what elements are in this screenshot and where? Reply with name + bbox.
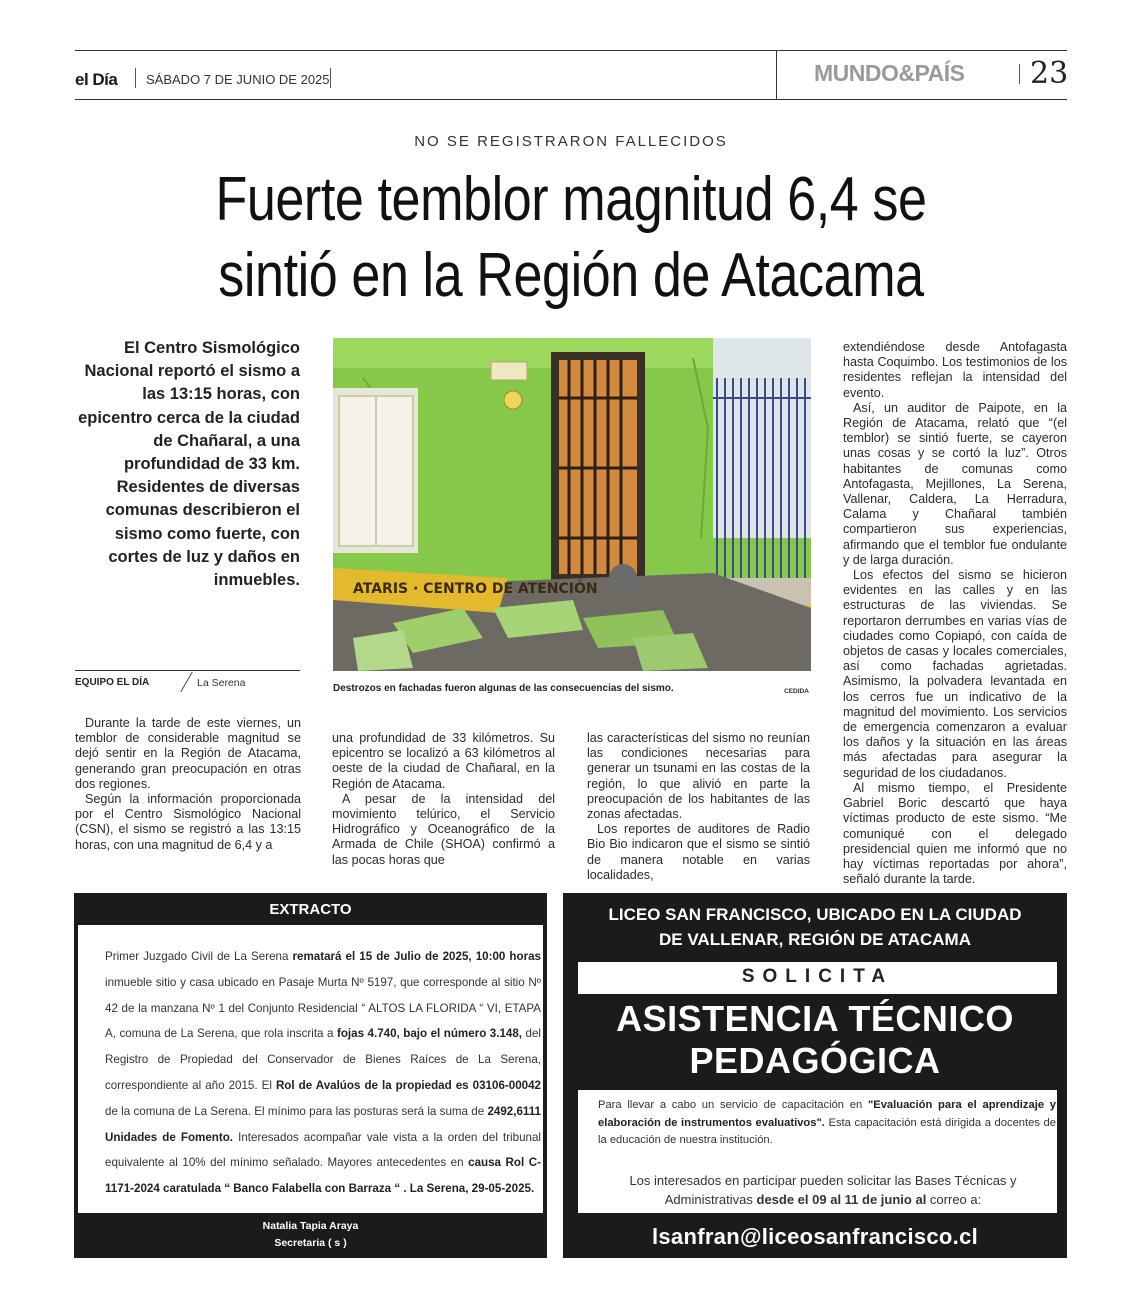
text-run-bold: 2492,6111 Unidades de Fomento. — [105, 1104, 541, 1144]
extracto-body — [105, 944, 541, 1202]
contact-email-link[interactable]: lsanfran@liceosanfrancisco.cl — [651, 1224, 979, 1249]
text-run-bold: rematará el 15 de Julio de 2025, 10:00 horas — [292, 950, 541, 963]
article-headline — [142, 162, 1000, 314]
paragraph: una profundidad de 33 kilómetros. Su epicentro se localizó a 63 kilómetros al oeste de la ciudad de Chañaral, en la Región de Atacama. — [332, 731, 555, 791]
text-run: Primer Juzgado Civil de La Serena — [105, 950, 293, 963]
paragraph: Los efectos del sismo se hicieron evidentes en las calles y en las estructuras de las viviendas. Se reportaron derrumbes en varias vías de ciudades como Copiapó, con caída de objetos de casas y locales comerciales, así como fachadas agrietadas. Asimismo, la polvadera levantada en los cerros fue un indicativo de la magnitud del movimiento. Los servicios de emergencia comenzaron a evaluar los daños y la situación en las áreas más afectadas para asegurar la seguridad de los ciudadanos. — [843, 568, 1067, 780]
text-run: del Registro de Propiedad del Conservador de Bienes Raíces de La Serena, correspondiente al año 2015. El — [105, 1027, 542, 1092]
paragraph: las características del sismo no reunían las condiciones necesarias para generar un tsunami en las costas de la región, lo que alivió en parte la preocupación de los habitantes de las zonas afectadas. — [587, 731, 810, 822]
paragraph: Al mismo tiempo, el Presidente Gabriel Boric descartó que haya víctimas producto de este sismo. “Me comuniqué con el delegado presidencial quien me informó que no hay víctimas reportadas por ahora”, señaló durante la tarde. — [843, 780, 1067, 887]
article-column-1 — [75, 716, 301, 853]
extracto-signer: Natalia Tapia Araya — [262, 1220, 359, 1232]
article-lead: El Centro Sismológico Nacional reportó el sismo a las 13:15 horas, con epicentro cerca de la ciudad de Chañaral, a una profundidad de 33 km. Residentes de diversas comunas describieron el sismo como fuerte, con cortes de luz y daños en inmuebles. — [78, 339, 300, 590]
text-run-bold: Rol de Avalúos de la propiedad es 03106-00042 — [275, 1078, 541, 1092]
text-run-bold: desde el 09 al 11 de junio al — [756, 1192, 927, 1207]
text-run: Los interesados en participar pueden solicitar las Bases Técnicas y Administrativas — [629, 1173, 1017, 1207]
extracto-signer-role: Secretaria ( s ) — [274, 1237, 347, 1249]
article-column-4 — [843, 340, 1067, 887]
issue-date: SÁBADO 7 DE JUNIO DE 2025 — [146, 72, 330, 87]
newspaper-logo: el Día — [75, 70, 118, 89]
text-run-bold: causa Rol C-1171-2024 caratulada “ Banco Falabella con Barraza “ . La Serena, 29-05-2025. — [105, 1156, 541, 1196]
paragraph: Según la información proporcionada por el Centro Sismológico Nacional (CSN), el sismo se registró a las 13:15 horas, con una magnitud de 6,4 y a — [75, 792, 301, 852]
extracto-title: EXTRACTO — [269, 901, 352, 918]
header-bottom-rule — [75, 99, 1067, 100]
page-number: 23 — [1030, 56, 1069, 91]
paragraph: Durante la tarde de este viernes, un temblor de considerable magnitud se dejó sentir en la Región de Atacama, generando gran preocupación en otras dos regiones. — [75, 716, 301, 791]
header-divider — [776, 50, 777, 100]
position-line-2: PEDAGÓGICA — [689, 1040, 941, 1081]
paragraph: extendiéndose desde Antofagasta hasta Coquimbo. Los testimonios de los residentes reflejan la intensidad del evento. — [843, 340, 1067, 400]
text-run: de la comuna de La Serena. El mínimo para las posturas será la suma de — [105, 1104, 488, 1118]
photo-caption: Destrozos en fachadas fueron algunas de las consecuencias del sismo. — [333, 683, 674, 694]
byline-author: EQUIPO EL DÍA — [75, 677, 150, 688]
header-separator — [330, 68, 331, 88]
byline-slash — [180, 672, 193, 692]
header-separator — [135, 68, 136, 88]
text-run: Esta capacitación está dirigida a docentes de la educación de nuestra institución. — [598, 1116, 1057, 1146]
ad-instructions — [590, 1171, 1056, 1209]
paragraph: Los reportes de auditores de Radio Bio Bio indicaron que el sismo se sintió de manera notable en varias localidades, — [587, 822, 810, 882]
text-run: Para llevar a cabo un servicio de capacitación en — [598, 1099, 868, 1111]
header-top-rule — [75, 50, 1067, 51]
article-column-2 — [332, 731, 555, 868]
text-run: inmueble sitio y casa ubicado en Pasaje Murta Nº 5197, que corresponde al sitio Nº 42 de la manzana Nº 1 del Conjunto Residencial “ ALTOS LA FLORIDA “ VI, ETAPA A, comuna de La Serena, que rola inscrita a — [105, 975, 541, 1041]
byline-place: La Serena — [197, 677, 246, 689]
paragraph: A pesar de la intensidad del movimiento telúrico, el Servicio Hidrográfico y Oceanográfico de la Armada de Chile (SHOA) confirmó a las pocas horas que — [332, 791, 555, 867]
ad-title-line-1: LICEO SAN FRANCISCO, UBICADO EN LA CIUDAD — [608, 905, 1022, 924]
article-photo — [333, 338, 811, 671]
section-name: MUNDO&PAÍS — [814, 60, 965, 86]
headline-line-2: sintió en la Región de Atacama — [218, 241, 924, 310]
damaged-facade-image — [333, 338, 811, 671]
fallen-sign-text: ATARIS · CENTRO DE ATENCIÓN — [353, 581, 598, 597]
article-column-3 — [587, 731, 810, 883]
ad-title-line-2: DE VALLENAR, REGIÓN DE ATACAMA — [659, 930, 971, 949]
article-kicker: NO SE REGISTRARON FALLECIDOS — [414, 133, 728, 150]
text-run-bold: "Evaluación para el aprendizaje y elaboración de instrumentos evaluativos". — [598, 1099, 1056, 1129]
solicita-label: SOLICITA — [741, 966, 894, 987]
photo-credit: CEDIDA — [784, 688, 809, 695]
text-run: Interesados acompañar vale vista a la orden del tribunal equivalente al 10% del mínimo señalado. Mayores antecedentes en — [105, 1130, 541, 1170]
text-run: correo a: — [926, 1192, 982, 1207]
ad-description — [598, 1097, 1056, 1150]
paragraph: Así, un auditor de Paipote, en la Región de Atacama, relató que “(el temblor) se sintió fuerte, se cayeron unas cosas y se cortó la luz”. Otros habitantes de comunas como Antofagasta, Mejillones, La Serena, Vallenar, Caldera, La Herradura, Calama y Chañaral también compartieron sus experiencias, afirmando que el temblor fue ondulante y de larga duración. — [843, 400, 1067, 567]
header-separator — [1019, 64, 1020, 84]
text-run-bold: fojas 4.740, bajo el número 3.148, — [336, 1027, 523, 1041]
position-line-1: ASISTENCIA TÉCNICO — [616, 998, 1014, 1039]
headline-line-1: Fuerte temblor magnitud 6,4 se — [215, 165, 927, 234]
byline-rule — [75, 670, 300, 671]
